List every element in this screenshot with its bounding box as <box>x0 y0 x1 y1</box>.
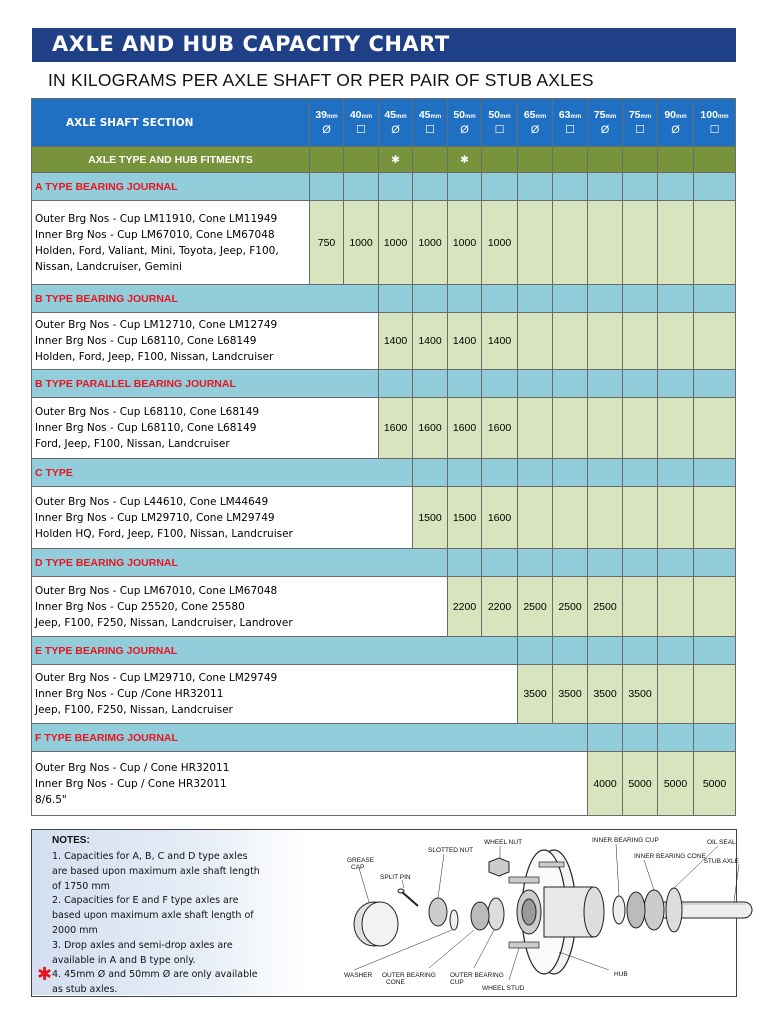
description-line: Outer Brg Nos - Cup L68110, Cone L68149 <box>35 406 260 418</box>
label-slotted-nut: SLOTTED NUT <box>428 847 474 854</box>
size-header <box>658 99 694 147</box>
section-cell <box>344 173 379 201</box>
description-line: Inner Brg Nos - Cup LM67010, Cone LM67048 <box>35 228 275 241</box>
capacity-value: 5000 <box>623 752 658 816</box>
size-value: 50 <box>488 108 500 121</box>
section-cell <box>482 173 518 201</box>
size-unit: mm <box>430 113 442 120</box>
section-cell <box>588 285 623 313</box>
notes-text: 1. Capacities for A, B, C and D type axles are based upon maximum axle shaft length of 1750 mm 2. Capacities for E and F type axles are based upon maximum axle shaft length of 2000 mm 3. Drop axles and semi-drop axles are available in A and B type only. 4. 45mm Ø and 50mm Ø are only available as stub axles. <box>52 851 260 996</box>
description-line: Outer Brg Nos - Cup LM12710, Cone LM12749 <box>35 319 278 331</box>
size-unit: mm <box>327 113 338 120</box>
capacity-grid <box>31 98 736 816</box>
capacity-value: 2500 <box>553 577 588 637</box>
fitment-description <box>32 313 379 370</box>
size-unit: mm <box>465 113 476 120</box>
size-unit: mm <box>676 113 687 120</box>
section-data-row <box>32 752 736 816</box>
red-star-icon: ✱ <box>37 964 53 984</box>
description-line: Outer Brg Nos - Cup L44610, Cone LM44649 <box>35 495 269 508</box>
capacity-value <box>518 313 553 370</box>
section-cell <box>448 549 482 577</box>
notes-box <box>32 830 308 995</box>
section-cell <box>588 459 623 487</box>
section-cell <box>623 637 658 665</box>
capacity-value <box>694 577 736 637</box>
label-outer-bearing-cone-2: CONE <box>386 979 405 986</box>
section-cell <box>379 173 413 201</box>
capacity-value <box>588 487 623 549</box>
capacity-value: 1000 <box>448 201 482 285</box>
section-cell <box>553 285 588 313</box>
capacity-value: 1400 <box>413 313 448 370</box>
size-header <box>310 99 344 147</box>
section-title: C TYPE <box>32 459 413 487</box>
capacity-value <box>694 487 736 549</box>
label-stub-axle: STUB AXLE <box>703 858 739 865</box>
shape-symbol: ☐ <box>565 123 575 136</box>
section-cell <box>588 173 623 201</box>
description-line: Holden, Ford, Valiant, Mini, Toyota, Jeep, F100, <box>35 244 279 257</box>
size-value: 50 <box>453 108 465 121</box>
capacity-value <box>658 487 694 549</box>
section-cell <box>658 285 694 313</box>
notes-panel <box>31 829 737 997</box>
capacity-value <box>553 313 588 370</box>
description-line: Holden, Ford, Jeep, F100, Nissan, Landcruiser <box>35 351 274 363</box>
section-cell <box>658 459 694 487</box>
fitment-mark <box>518 147 553 173</box>
section-cell <box>658 637 694 665</box>
fitment-mark: ✱ <box>379 147 413 173</box>
label-inner-bearing-cup: INNER BEARING CUP <box>592 837 659 844</box>
section-cell <box>694 549 736 577</box>
capacity-value <box>518 398 553 459</box>
description-line: Outer Brg Nos - Cup / Cone HR32011 <box>35 761 230 774</box>
size-unit: mm <box>570 113 582 120</box>
fitment-mark <box>344 147 379 173</box>
section-cell <box>553 549 588 577</box>
description-line: Inner Brg Nos - Cup 25520, Cone 25580 <box>35 600 245 613</box>
size-unit: mm <box>717 113 729 120</box>
capacity-value: 1400 <box>482 313 518 370</box>
fitment-description <box>32 398 379 459</box>
size-unit: mm <box>605 113 617 120</box>
page-subtitle: IN KILOGRAMS PER AXLE SHAFT OR PER PAIR OF STUB AXLES <box>48 70 594 90</box>
shape-symbol: Ø <box>322 123 331 136</box>
size-header <box>344 99 379 147</box>
hub-exploded-diagram <box>314 832 739 994</box>
section-cell <box>588 637 623 665</box>
label-outer-bearing-cone: OUTER BEARING <box>382 972 436 979</box>
section-cell <box>379 285 413 313</box>
section-cell <box>588 724 623 752</box>
section-cell <box>694 173 736 201</box>
label-wheel-nut: WHEEL NUT <box>484 839 523 846</box>
label-hub: HUB <box>614 971 628 978</box>
fitment-mark <box>413 147 448 173</box>
fitment-description <box>32 665 518 724</box>
capacity-value: 5000 <box>694 752 736 816</box>
size-header <box>448 99 482 147</box>
description-line: Jeep, F100, F250, Nissan, Landcruiser, Landrover <box>35 616 293 629</box>
capacity-value: 1000 <box>482 201 518 285</box>
label-inner-bearing-cone: INNER BEARING CONE <box>634 853 706 860</box>
section-cell <box>413 285 448 313</box>
section-cell <box>553 637 588 665</box>
capacity-value: 1600 <box>482 487 518 549</box>
description-line: Inner Brg Nos - Cup /Cone HR32011 <box>35 688 224 700</box>
fitment-row <box>32 147 736 173</box>
capacity-value: 2500 <box>588 577 623 637</box>
section-cell <box>518 637 553 665</box>
section-cell <box>694 285 736 313</box>
size-header <box>694 99 736 147</box>
size-value: 90 <box>664 108 676 121</box>
section-cell <box>623 459 658 487</box>
section-cell <box>448 173 482 201</box>
description-line: Nissan, Landcruiser, Gemini <box>35 260 182 273</box>
section-cell <box>623 549 658 577</box>
section-cell <box>413 173 448 201</box>
fitment-description <box>32 752 588 816</box>
section-cell <box>553 173 588 201</box>
section-cell <box>518 173 553 201</box>
fitment-mark <box>310 147 344 173</box>
size-value: 39 <box>315 108 327 121</box>
section-cell <box>658 173 694 201</box>
capacity-value <box>694 398 736 459</box>
capacity-value <box>658 398 694 459</box>
fitment-description <box>32 577 448 637</box>
section-cell <box>448 285 482 313</box>
page-title: AXLE AND HUB CAPACITY CHART <box>52 32 450 56</box>
size-value: 100 <box>700 108 718 121</box>
label-wheel-stud: WHEEL STUD <box>482 985 525 992</box>
description-line: Inner Brg Nos - Cup L68110, Cone L68149 <box>35 422 257 434</box>
capacity-value: 1000 <box>413 201 448 285</box>
shape-symbol: Ø <box>460 123 469 136</box>
section-data-row <box>32 665 736 724</box>
section-cell <box>623 370 658 398</box>
section-cell <box>310 173 344 201</box>
shape-symbol: ☐ <box>494 123 505 136</box>
section-cell <box>694 724 736 752</box>
section-cell <box>448 370 482 398</box>
notes-title: NOTES: <box>52 835 90 846</box>
section-cell <box>658 549 694 577</box>
shape-symbol: ☐ <box>709 123 720 136</box>
description-line: 8/6.5" <box>35 793 67 806</box>
shape-symbol: ☐ <box>356 123 366 136</box>
capacity-value: 5000 <box>658 752 694 816</box>
capacity-value <box>623 201 658 285</box>
label-outer-bearing-cup-2: CUP <box>450 979 464 986</box>
capacity-value: 3500 <box>588 665 623 724</box>
capacity-value <box>694 313 736 370</box>
fitment-description <box>32 201 310 285</box>
description-line: Inner Brg Nos - Cup LM29710, Cone LM29749 <box>35 511 275 524</box>
capacity-value <box>588 398 623 459</box>
title-banner <box>32 28 736 62</box>
section-header-row <box>32 724 736 752</box>
size-unit: mm <box>500 113 511 120</box>
section-data-row <box>32 313 736 370</box>
capacity-value <box>694 201 736 285</box>
capacity-value: 3500 <box>623 665 658 724</box>
description-line: Inner Brg Nos - Cup L68110, Cone L68149 <box>35 335 257 347</box>
shape-symbol: Ø <box>391 123 400 136</box>
fitment-mark <box>553 147 588 173</box>
capacity-value: 3500 <box>518 665 553 724</box>
fitment-label: AXLE TYPE AND HUB FITMENTS <box>32 147 310 173</box>
capacity-value <box>588 201 623 285</box>
section-cell <box>482 459 518 487</box>
section-data-row <box>32 487 736 549</box>
capacity-value <box>553 487 588 549</box>
size-unit: mm <box>396 113 407 120</box>
section-cell <box>694 370 736 398</box>
capacity-value <box>658 313 694 370</box>
capacity-value: 4000 <box>588 752 623 816</box>
shape-symbol: ☐ <box>425 123 435 136</box>
size-unit: mm <box>361 113 373 120</box>
size-header <box>518 99 553 147</box>
label-washer: WASHER <box>344 972 373 979</box>
capacity-value <box>623 313 658 370</box>
section-cell <box>518 459 553 487</box>
section-header-row <box>32 370 736 398</box>
size-header <box>413 99 448 147</box>
description-line: Inner Brg Nos - Cup / Cone HR32011 <box>35 777 227 790</box>
capacity-value: 1500 <box>448 487 482 549</box>
fitment-mark: ✱ <box>448 147 482 173</box>
section-title: D TYPE BEARING JOURNAL <box>32 549 448 577</box>
section-cell <box>658 724 694 752</box>
section-cell <box>588 370 623 398</box>
header-row <box>32 99 736 147</box>
section-cell <box>413 370 448 398</box>
size-value: 75 <box>593 108 606 121</box>
size-unit: mm <box>640 113 652 120</box>
section-cell <box>553 459 588 487</box>
section-cell <box>482 285 518 313</box>
section-cell <box>553 370 588 398</box>
size-unit: mm <box>535 113 547 120</box>
capacity-value <box>623 487 658 549</box>
description-line: Outer Brg Nos - Cup LM11910, Cone LM11949 <box>35 212 278 225</box>
shape-symbol: Ø <box>600 123 610 136</box>
section-cell <box>518 285 553 313</box>
capacity-table <box>31 98 735 818</box>
size-header <box>588 99 623 147</box>
section-cell <box>518 549 553 577</box>
capacity-value <box>588 313 623 370</box>
fitment-mark <box>588 147 623 173</box>
capacity-value: 1600 <box>379 398 413 459</box>
shape-symbol: Ø <box>530 123 540 136</box>
capacity-value <box>623 577 658 637</box>
capacity-value: 2500 <box>518 577 553 637</box>
capacity-value: 1600 <box>413 398 448 459</box>
fitment-mark <box>658 147 694 173</box>
section-title: A TYPE BEARING JOURNAL <box>32 173 310 201</box>
capacity-value <box>658 201 694 285</box>
size-value: 45 <box>384 108 396 121</box>
description-line: Jeep, F100, F250, Nissan, Landcruiser <box>35 704 233 716</box>
capacity-value: 1000 <box>344 201 379 285</box>
section-data-row <box>32 398 736 459</box>
capacity-value <box>623 398 658 459</box>
size-header <box>623 99 658 147</box>
size-header <box>482 99 518 147</box>
section-cell <box>623 285 658 313</box>
section-title: E TYPE BEARING JOURNAL <box>32 637 518 665</box>
size-value: 65 <box>523 108 536 121</box>
section-cell <box>623 724 658 752</box>
size-value: 75 <box>628 108 641 121</box>
capacity-value <box>553 398 588 459</box>
capacity-value <box>553 201 588 285</box>
fitment-mark <box>623 147 658 173</box>
fitment-mark <box>482 147 518 173</box>
label-split-pin: SPLIT PIN <box>380 874 411 881</box>
section-header-row <box>32 637 736 665</box>
capacity-value <box>658 577 694 637</box>
capacity-value: 1400 <box>379 313 413 370</box>
description-line: Ford, Jeep, F100, Nissan, Landcruiser <box>35 438 230 450</box>
section-title: B TYPE BEARING JOURNAL <box>32 285 379 313</box>
section-header-row <box>32 285 736 313</box>
section-cell <box>658 370 694 398</box>
size-header <box>553 99 588 147</box>
section-header-row <box>32 173 736 201</box>
label-oil-seal: OIL SEAL <box>707 839 736 846</box>
capacity-value: 2200 <box>482 577 518 637</box>
section-header-row <box>32 549 736 577</box>
capacity-value: 1600 <box>482 398 518 459</box>
section-cell <box>588 549 623 577</box>
section-title: F TYPE BEARIMG JOURNAL <box>32 724 588 752</box>
capacity-value: 1000 <box>379 201 413 285</box>
section-cell <box>518 370 553 398</box>
section-data-row <box>32 201 736 285</box>
capacity-value <box>694 665 736 724</box>
section-cell <box>623 173 658 201</box>
capacity-value: 1600 <box>448 398 482 459</box>
capacity-value <box>658 665 694 724</box>
label-outer-bearing-cup: OUTER BEARING <box>450 972 504 979</box>
section-title: B TYPE PARALLEL BEARING JOURNAL <box>32 370 379 398</box>
section-cell <box>482 370 518 398</box>
label-grease-cap-2: CAP <box>351 864 365 871</box>
description-line: Holden HQ, Ford, Jeep, F100, Nissan, Landcruiser <box>35 527 293 540</box>
axle-shaft-section-header: AXLE SHAFT SECTION <box>32 99 310 147</box>
shape-symbol: Ø <box>671 123 680 136</box>
shape-symbol: ☐ <box>635 123 645 136</box>
size-header <box>379 99 413 147</box>
capacity-value: 2200 <box>448 577 482 637</box>
capacity-value <box>518 487 553 549</box>
section-cell <box>379 370 413 398</box>
section-cell <box>694 459 736 487</box>
size-value: 40 <box>349 108 362 121</box>
section-cell <box>413 459 448 487</box>
description-line: Outer Brg Nos - Cup LM67010, Cone LM67048 <box>35 584 278 597</box>
capacity-value: 1400 <box>448 313 482 370</box>
section-header-row <box>32 459 736 487</box>
fitment-mark <box>694 147 736 173</box>
section-cell <box>482 549 518 577</box>
capacity-value: 1500 <box>413 487 448 549</box>
description-line: Outer Brg Nos - Cup LM29710, Cone LM29749 <box>35 672 278 684</box>
capacity-value: 3500 <box>553 665 588 724</box>
section-data-row <box>32 577 736 637</box>
label-grease-cap: GREASE <box>347 857 375 864</box>
capacity-value <box>518 201 553 285</box>
fitment-description <box>32 487 413 549</box>
size-value: 45 <box>418 108 431 121</box>
size-value: 63 <box>558 108 571 121</box>
capacity-value: 750 <box>310 201 344 285</box>
section-cell <box>694 637 736 665</box>
section-cell <box>448 459 482 487</box>
